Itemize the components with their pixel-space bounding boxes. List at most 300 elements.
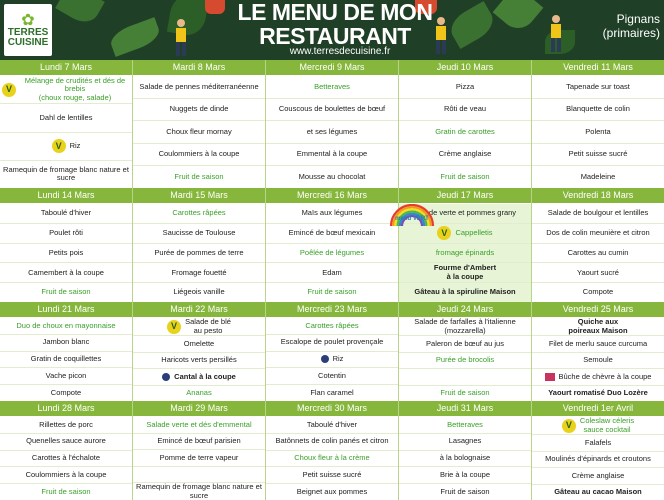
menu-item-text — [31, 355, 101, 364]
menu-item — [399, 166, 531, 188]
terres-de-cuisine-logo — [4, 4, 52, 56]
menu-item-line: Purée de pommes de terre — [154, 247, 244, 257]
day-column — [133, 188, 266, 302]
menu-item — [399, 434, 531, 451]
menu-item-line: Cotentin — [318, 371, 346, 381]
menu-item-line: Choux fleur mornay — [166, 126, 232, 136]
vegetarian-badge-icon: V — [167, 320, 181, 334]
menu-item — [266, 434, 398, 451]
menu-item-text — [455, 229, 492, 238]
menu-item — [0, 352, 132, 369]
menu-item-line: Maïs aux légumes — [301, 208, 363, 218]
menu-item-line: Crème anglaise — [571, 470, 625, 480]
tractor-decoration — [205, 0, 225, 14]
day-menu — [133, 417, 265, 500]
menu-item-text — [276, 437, 389, 446]
menu-item-line: Saucisse de Toulouse — [162, 227, 236, 237]
menu-item-line: Yaourt sucré — [577, 267, 619, 277]
menu-item-text — [580, 417, 634, 434]
menu-item-line: Petit suisse sucré — [302, 470, 362, 480]
day-menu — [266, 204, 398, 302]
menu-item-line: Vache picon — [45, 371, 87, 381]
vegetarian-badge-icon: V — [437, 226, 451, 240]
day-column — [532, 60, 664, 188]
day-header: Jeudi 17 Mars — [399, 188, 531, 204]
school-name-line1: Pignans — [616, 12, 660, 26]
menu-item-line: (choux rouge, salade) — [38, 92, 112, 102]
menu-item — [133, 99, 265, 122]
menu-item-text — [439, 150, 492, 159]
menu-item — [0, 451, 132, 468]
menu-item-line: Carottes à l'échalote — [31, 453, 101, 463]
menu-item — [399, 369, 531, 386]
menu-item-line: Salade verte et dés d'emmental — [146, 419, 252, 429]
day-header: Jeudi 10 Mars — [399, 60, 531, 76]
menu-item — [399, 353, 531, 370]
menu-item-line: Crème anglaise — [438, 149, 492, 159]
menu-item-line: Rillettes de porc — [39, 419, 93, 429]
day-header: Jeudi 31 Mars — [399, 401, 531, 417]
menu-item-text — [146, 421, 251, 430]
menu-item — [399, 244, 531, 264]
vegetarian-badge-icon: V — [562, 419, 576, 433]
menu-item-text — [435, 128, 495, 137]
menu-item-text — [174, 373, 236, 382]
day-menu — [0, 204, 132, 302]
menu-item — [532, 435, 664, 452]
brand-line1: TERRES — [7, 27, 49, 38]
menu-item-text — [548, 209, 649, 218]
menu-item-text — [184, 340, 214, 349]
menu-item — [532, 99, 664, 122]
day-column — [399, 60, 532, 188]
day-menu — [532, 318, 664, 401]
menu-item-line: Falafels — [584, 437, 612, 447]
week-row — [0, 188, 664, 302]
menu-item-text — [333, 355, 344, 364]
menu-item — [133, 369, 265, 386]
menu-item — [133, 263, 265, 283]
menu-item-text — [569, 150, 628, 159]
menu-item — [133, 467, 265, 484]
menu-item-line: Gratin de carottes — [435, 126, 495, 136]
menu-item-line: Poêlée de légumes — [299, 247, 365, 257]
week-row — [0, 401, 664, 500]
day-header: Mercredi 30 Mars — [266, 401, 398, 417]
menu-header — [0, 0, 664, 60]
day-menu — [532, 76, 664, 188]
menu-item — [133, 434, 265, 451]
menu-item-text — [548, 389, 648, 398]
menu-item-line: Couscous de boulettes de bœuf — [278, 104, 386, 114]
day-column — [532, 302, 664, 401]
menu-item — [0, 283, 132, 302]
menu-item — [266, 368, 398, 385]
menu-item-text — [305, 322, 358, 331]
quality-label-icon — [162, 373, 170, 381]
menu-item-text — [303, 471, 362, 480]
menu-item-text — [444, 105, 486, 114]
menu-item — [0, 244, 132, 264]
menu-item-line: Fruit de saison — [440, 486, 490, 496]
day-column — [0, 60, 133, 188]
menu-item — [399, 417, 531, 434]
menu-item-text — [289, 229, 376, 238]
menu-item — [133, 244, 265, 264]
menu-item-text — [568, 249, 629, 258]
menu-item-text — [302, 209, 363, 218]
origin-label-icon — [545, 373, 555, 381]
week-row — [0, 60, 664, 188]
quality-label-icon — [321, 355, 329, 363]
day-column — [266, 302, 399, 401]
menu-item-line: Beignet aux pommes — [296, 486, 368, 496]
menu-item — [532, 485, 664, 500]
menu-item — [133, 76, 265, 99]
menu-item-line: Madeleine — [580, 171, 616, 181]
menu-item — [133, 417, 265, 434]
menu-item-line: Moulinés d'épinards et croutons — [545, 454, 651, 463]
menu-item-line: Haricots verts persillés — [161, 355, 237, 364]
day-menu — [133, 76, 265, 188]
menu-item — [133, 166, 265, 188]
menu-item-line: Cantal à la coupe — [174, 371, 236, 381]
menu-item-text — [39, 421, 93, 430]
menu-item-text — [171, 269, 226, 278]
menu-item — [532, 353, 664, 370]
menu-item-text — [572, 472, 625, 481]
menu-item — [266, 144, 398, 167]
menu-item-line: Emincé de bœuf parisien — [157, 436, 241, 445]
menu-item-line: Salade de farfalles à l'italienne (mozzarella) — [414, 317, 516, 335]
menu-item — [0, 467, 132, 484]
day-menu — [266, 417, 398, 500]
menu-item-line: Filet de merlu sauce curcuma — [548, 338, 648, 348]
menu-item-text — [307, 288, 356, 297]
menu-item-line: Petit suisse sucré — [568, 149, 628, 159]
menu-item — [399, 467, 531, 484]
school-name — [570, 12, 660, 40]
menu-item-text — [440, 454, 490, 463]
menu-item-line: Fromage fouetté — [171, 267, 227, 277]
menu-item-text — [307, 421, 357, 430]
menu-item-text — [166, 128, 231, 137]
menu-item-line: Ramequin de fromage blanc nature et sucre — [136, 482, 262, 500]
menu-item-line: Salade de boulgour et lentilles — [547, 208, 649, 218]
menu-item — [0, 263, 132, 283]
day-menu — [532, 417, 664, 500]
menu-item — [532, 76, 664, 99]
menu-item-text — [322, 269, 342, 278]
menu-item-line: Yaourt romatisé Duo Lozère — [548, 388, 648, 397]
menu-item-text — [139, 83, 258, 92]
menu-item-text — [585, 128, 610, 137]
menu-item-line: Pizza — [455, 81, 475, 91]
day-header: Vendredi 11 Mars — [532, 60, 664, 76]
day-menu — [266, 318, 398, 401]
menu-item-text — [414, 288, 515, 297]
day-column — [133, 60, 266, 188]
menu-item — [0, 318, 132, 335]
menu-item — [0, 104, 132, 132]
menu-item-text — [300, 249, 364, 258]
menu-item — [133, 336, 265, 353]
menu-item-line: Salade verte et pommes grany — [413, 208, 517, 218]
menu-item-text — [159, 150, 240, 159]
menu-item-text — [436, 249, 494, 258]
menu-item — [133, 318, 265, 336]
menu-item — [133, 386, 265, 402]
menu-item-line: Bûche de chèvre à la coupe — [558, 371, 652, 381]
day-menu — [399, 417, 531, 500]
day-header: Vendredi 18 Mars — [532, 188, 664, 204]
menu-item — [532, 417, 664, 435]
website-link[interactable]: www.terresdecuisine.fr — [289, 46, 391, 57]
farmer-illustration — [170, 18, 192, 58]
menu-item — [532, 263, 664, 283]
menu-item-text — [49, 229, 83, 238]
menu-item — [266, 283, 398, 302]
menu-item-line: Flan caramel — [310, 387, 354, 397]
menu-item-text — [43, 338, 90, 347]
menu-item-line: Salade de blé — [185, 317, 231, 326]
menu-item-line: Duo de choux en mayonnaise — [16, 320, 116, 330]
menu-item-text — [185, 318, 231, 335]
menu-item-line: Camembert à la coupe — [28, 267, 104, 277]
menu-item-line: et ses légumes — [306, 126, 358, 136]
menu-item — [399, 336, 531, 353]
leaf-decoration — [107, 17, 162, 57]
menu-item-line: Fruit de saison — [41, 287, 91, 297]
menu-item-text — [318, 372, 346, 381]
day-header: Vendredi 1er Avril — [532, 401, 664, 417]
menu-item-text — [26, 437, 106, 446]
day-header: Mercredi 23 Mars — [266, 302, 398, 318]
menu-item-text — [426, 340, 504, 349]
menu-item — [399, 224, 531, 244]
menu-item-text — [70, 142, 81, 151]
day-column — [399, 302, 532, 401]
menu-item-line: poireaux Maison — [568, 325, 628, 335]
menu-item — [0, 335, 132, 352]
menu-item — [399, 386, 531, 402]
day-header: Lundi 14 Mars — [0, 188, 132, 204]
menu-item-text — [28, 269, 104, 278]
menu-item-text — [173, 288, 224, 297]
menu-item — [0, 434, 132, 451]
menu-item-text — [401, 318, 529, 335]
menu-item-text — [447, 421, 483, 430]
menu-item — [532, 204, 664, 224]
menu-item-line: Edam — [322, 267, 342, 277]
menu-item-text — [583, 288, 613, 297]
menu-item-text — [577, 269, 619, 278]
menu-item — [399, 121, 531, 144]
menu-item-line: Batônnets de colin panés et citron — [275, 436, 389, 446]
menu-item-line: fromage épinards — [435, 247, 495, 257]
menu-item-line: Coulommiers à la coupe — [25, 470, 107, 480]
menu-item-text — [585, 439, 611, 448]
menu-item-line: Taboulé d'hiver — [306, 419, 358, 429]
menu-item-text — [440, 471, 490, 480]
menu-item-text — [554, 488, 642, 497]
menu-item-text — [440, 488, 489, 497]
menu-item — [266, 467, 398, 484]
week-row — [0, 302, 664, 401]
menu-item-line: Gratin de coquillettes — [30, 354, 102, 364]
menu-item-line: Choux fleur à la crème — [294, 453, 370, 463]
day-header: Mardi 29 Mars — [133, 401, 265, 417]
day-column — [395, 188, 532, 302]
menu-item — [399, 144, 531, 167]
menu-item-text — [186, 389, 211, 398]
menu-item-line: Brie à la coupe — [439, 470, 491, 480]
menu-item-line: Emmental à la coupe — [296, 149, 368, 159]
menu-item-text — [456, 83, 474, 92]
menu-item-line: Gâteau au cacao Maison — [554, 487, 642, 496]
menu-item-line: Salade de pennes méditerranéenne — [139, 81, 259, 91]
menu-item — [266, 417, 398, 434]
menu-grid — [0, 60, 664, 500]
menu-item-text — [174, 173, 223, 182]
menu-item-line: au pesto — [193, 325, 223, 335]
menu-item-text — [299, 173, 366, 182]
menu-item-line: Tapenade sur toast — [566, 81, 630, 91]
menu-item-line: Fruit de saison — [174, 171, 224, 181]
menu-item — [266, 352, 398, 369]
menu-item — [399, 283, 531, 302]
menu-item-text — [161, 356, 236, 365]
leaf-decoration — [493, 0, 544, 35]
day-header: Mardi 22 Mars — [133, 302, 265, 318]
day-column — [399, 401, 532, 500]
menu-item — [399, 451, 531, 468]
day-header: Lundi 21 Mars — [0, 302, 132, 318]
day-menu — [0, 318, 132, 401]
menu-item-line: Mousse au chocolat — [298, 171, 366, 181]
menu-item-text — [172, 209, 225, 218]
menu-item — [0, 133, 132, 161]
menu-item — [399, 76, 531, 99]
menu-item-line: Omelette — [183, 338, 215, 348]
menu-item — [0, 484, 132, 500]
menu-item — [266, 385, 398, 401]
menu-item — [266, 121, 398, 144]
menu-item-text — [568, 318, 627, 335]
menu-item-text — [170, 105, 229, 114]
menu-item-line: à la bolognaise — [439, 453, 491, 463]
menu-item-line: sauce cocktail — [583, 424, 631, 434]
menu-item — [133, 144, 265, 167]
menu-item-line: Ramequin de fromage blanc nature et sucre — [3, 164, 129, 183]
menu-item — [266, 318, 398, 335]
menu-item-line: Ananas — [186, 388, 212, 397]
menu-item-text — [314, 83, 350, 92]
menu-item-line: Riz — [69, 140, 81, 150]
menu-item — [133, 483, 265, 500]
day-menu — [532, 204, 664, 302]
vegetarian-badge-icon: V — [2, 83, 16, 97]
day-column — [266, 188, 399, 302]
menu-item-text — [436, 356, 494, 365]
menu-item — [0, 161, 132, 188]
menu-item-text — [297, 488, 367, 497]
menu-item — [532, 166, 664, 188]
day-column — [266, 401, 399, 500]
menu-item — [266, 451, 398, 468]
menu-item — [266, 484, 398, 500]
menu-item-line: Fruit de saison — [440, 171, 490, 181]
menu-item — [0, 76, 132, 104]
menu-item-line: Fruit de saison — [307, 287, 357, 297]
day-header: Lundi 28 Mars — [0, 401, 132, 417]
menu-item-text — [307, 128, 357, 137]
brand-line2: CUISINE — [7, 37, 49, 48]
menu-item — [133, 450, 265, 467]
menu-item — [0, 224, 132, 244]
menu-item — [532, 224, 664, 244]
menu-item — [266, 204, 398, 224]
day-column — [133, 401, 266, 500]
menu-item-text — [40, 114, 93, 123]
menu-item-text — [310, 389, 353, 398]
menu-item-text — [49, 249, 84, 258]
day-menu — [0, 417, 132, 500]
menu-item — [0, 368, 132, 385]
menu-item — [133, 353, 265, 370]
school-name-line2: (primaires) — [602, 26, 660, 40]
menu-item-text — [160, 454, 239, 463]
menu-title-line1: LE MENU DE MON — [237, 0, 433, 25]
menu-item-line: Rôti de veau — [443, 104, 487, 114]
day-header: Mardi 15 Mars — [133, 188, 265, 204]
menu-item-line: Compote — [50, 387, 82, 397]
day-header: Jeudi 24 Mars — [399, 302, 531, 318]
day-column — [532, 188, 664, 302]
menu-item-text — [297, 150, 367, 159]
menu-item — [0, 204, 132, 224]
menu-item — [532, 283, 664, 302]
menu-item-text — [51, 389, 81, 398]
menu-item-text — [32, 454, 100, 463]
menu-item — [532, 369, 664, 386]
day-column — [0, 302, 133, 401]
menu-item-line: Escalope de poulet provençale — [280, 337, 384, 347]
menu-item-line: Taboulé d'hiver — [40, 208, 92, 218]
menu-item-text — [157, 437, 240, 446]
menu-item-text — [16, 322, 115, 331]
menu-item-line: Gâteau à la spiruline Maison — [414, 287, 516, 297]
menu-item-text — [581, 173, 616, 182]
farmer-illustration — [545, 14, 567, 54]
day-menu — [399, 318, 531, 401]
menu-title-line2: RESTAURANT — [259, 23, 411, 49]
vegetarian-badge-icon: V — [52, 139, 66, 153]
menu-item-text — [559, 373, 652, 382]
day-header: Mercredi 9 Mars — [266, 60, 398, 76]
leaf-decoration — [55, 0, 105, 28]
menu-item — [532, 244, 664, 264]
menu-item-text — [440, 173, 489, 182]
menu-item-line: Carottes au cumin — [567, 247, 629, 257]
day-menu — [133, 318, 265, 401]
menu-item-text — [434, 264, 496, 281]
menu-item — [0, 385, 132, 401]
menu-title — [230, 0, 440, 48]
menu-item — [532, 452, 664, 469]
day-column — [266, 60, 399, 188]
menu-item-line: Dos de colin meunière et citron — [546, 227, 650, 237]
